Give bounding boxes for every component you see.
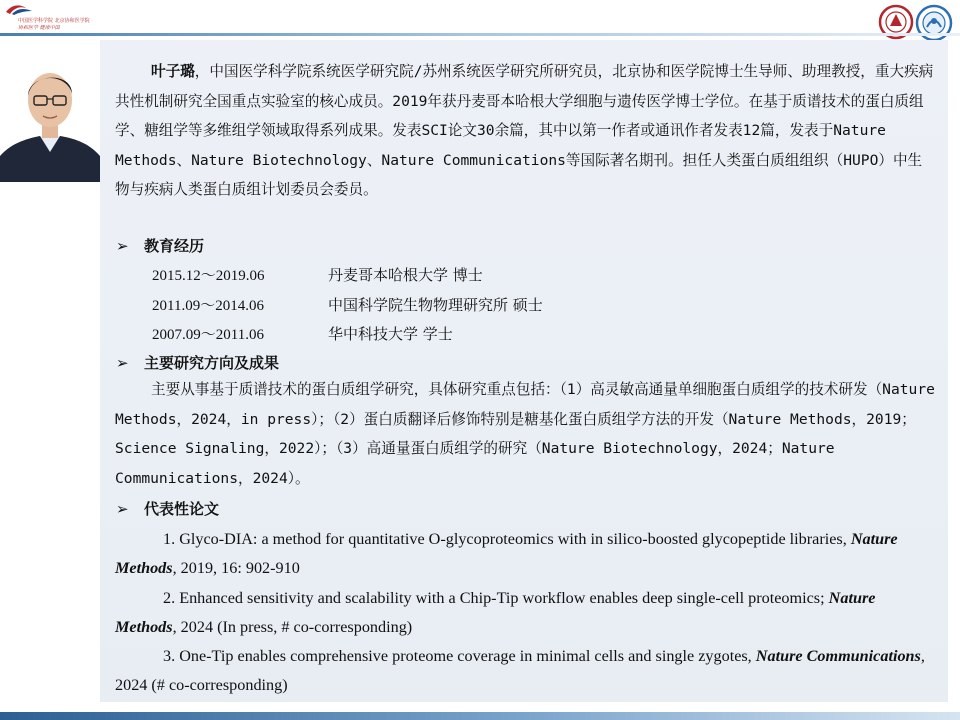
education-item: 2015.12～2019.06 丹麦哥本哈根大学 博士 [152,266,483,284]
arrow-bullet-icon: ➢ [116,354,129,372]
papers-heading: ➢ 代表性论文 [116,500,220,518]
logo-text-line1: 中国医学科学院 北京协和医学院 [18,18,90,24]
research-heading: ➢ 主要研究方向及成果 [116,354,280,372]
bio-name: 叶子璐 [151,63,195,80]
paper-item: 3. One-Tip enables comprehensive proteome coverage in minimal cells and single zygotes, Nature Communications, 2024 (# co-corresponding) [115,647,925,695]
footer-bar [0,712,960,720]
arrow-bullet-icon: ➢ [116,500,129,518]
paper-item: 1. Glyco-DIA: a method for quantitative O-glycoproteomics with in silico-boosted glycopeptide libraries, Nature Methods, 2019, 16: 902-910 [115,530,898,578]
bio-text: ，中国医学科学院系统医学研究院/苏州系统医学研究所研究员，北京协和医学院博士生导师、助理教授，重大疾病共性机制研究全国重点实验室的核心成员。2019年获丹麦哥本哈根大学细胞与遗传医学博士学位。在基于质谱技术的蛋白质组学、糖组学等多维组学领域取得系列成果。发表SCI论文30余篇，其中以第一作者或通讯作者发表12篇，发表于Nature Methods、Nature Biotechnology、Nature Communications等国际著名期刊。担任人类蛋白质组组织（HUPO）中生物与疾病人类蛋白质组计划委员会委员。 [115,63,934,198]
paper-item: 2. Enhanced sensitivity and scalability with a Chip-Tip workflow enables deep single-cell proteomics; Nature Methods, 2024 (In press, # co-corresponding) [115,589,876,637]
portrait-photo [0,48,100,182]
university-seals-icon [878,2,956,44]
logo-text-line2: 协和医学 健康中国 [18,25,60,31]
bio-paragraph [115,57,935,205]
education-item: 2011.09～2014.06 中国科学院生物物理研究所 硕士 [152,296,543,314]
education-heading: ➢ 教育经历 [116,237,205,255]
header-bar [0,0,960,40]
research-paragraph: 主要从事基于质谱技术的蛋白质组学研究，具体研究重点包括：（1）高灵敏高通量单细胞蛋白质组学的技术研发（Nature Methods，2024，in press）；（2）蛋白质翻译后修饰特别是糖基化蛋白质组学方法的开发（Nature Methods，2019；Science Signaling，2022）；（3）高通量蛋白质组学的研究（Nature Biotechnology，2024；Nature Communications，2024）。 [115,381,935,487]
education-item: 2007.09～2011.06 华中科技大学 学士 [152,325,453,343]
arrow-bullet-icon: ➢ [116,237,129,255]
institution-logo [4,2,104,34]
ribbon-logo-icon [4,2,34,16]
